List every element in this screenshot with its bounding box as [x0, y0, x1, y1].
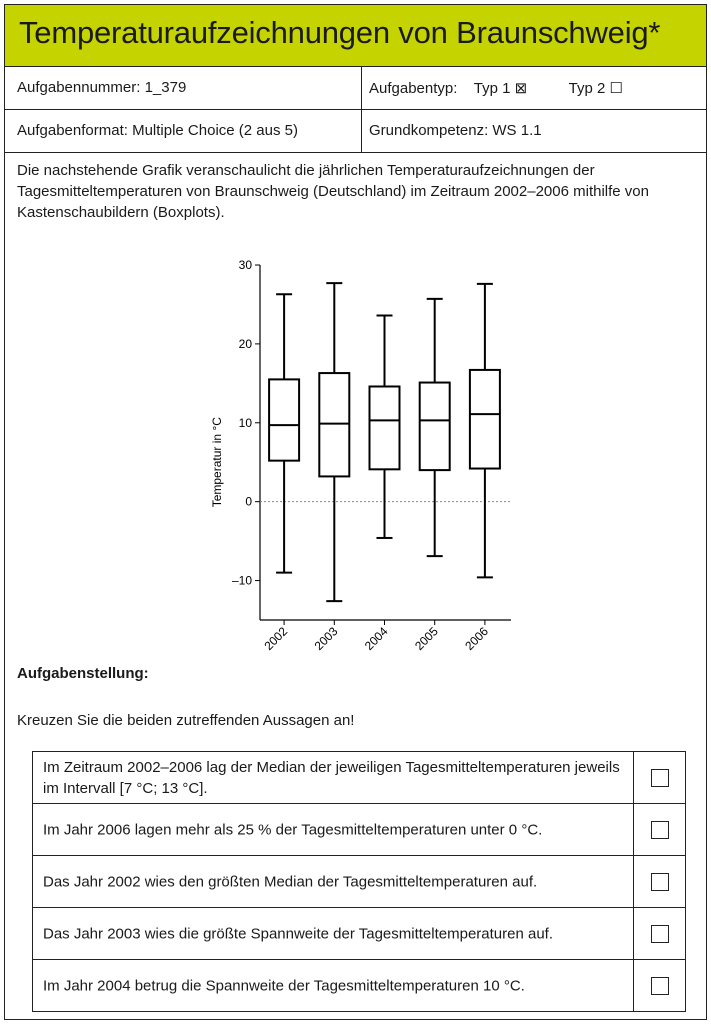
answer-text: Das Jahr 2003 wies die größte Spannweite der Tagesmitteltemperaturen auf.: [43, 925, 554, 942]
y-tick-label: 10: [238, 415, 252, 430]
task-heading: Aufgabenstellung:: [17, 665, 149, 682]
divider: [361, 67, 362, 109]
answer-checkbox-3[interactable]: [651, 873, 669, 891]
boxplot-chart: [195, 255, 535, 665]
answer-text: Das Jahr 2002 wies den größten Median der Tagesmitteltemperaturen auf.: [43, 873, 538, 890]
y-tick-label: –10: [231, 573, 252, 588]
box-2003: [319, 373, 349, 476]
task-sheet: [4, 4, 707, 1020]
answer-option-4: [33, 908, 685, 960]
answer-checkbox-2[interactable]: [651, 821, 669, 839]
page-title: Temperaturaufzeichnungen von Braunschweig*: [19, 15, 661, 50]
divider: [633, 856, 634, 907]
answer-text: Im Jahr 2004 betrug die Spannweite der Tagesmitteltemperaturen 10 °C.: [43, 977, 525, 994]
task-format: Aufgabenformat: Multiple Choice (2 aus 5): [17, 122, 298, 139]
intro-text: Die nachstehende Grafik veranschaulicht die jährlichen Temperaturaufzeichnungen der Tagesmitteltemperaturen von Braunschweig (Deutschland) im Zeitraum 2002–2006 mithilfe von Kastenschaubildern (Boxplots).: [17, 162, 649, 221]
x-tick-label: 2004: [361, 624, 391, 654]
y-tick-label: 30: [238, 258, 252, 272]
answer-checkbox-1[interactable]: [651, 769, 669, 787]
answer-option-2: [33, 804, 685, 856]
answer-option-3: [33, 856, 685, 908]
meta-row-2: [5, 110, 706, 153]
answer-checkbox-5[interactable]: [651, 977, 669, 995]
divider: [633, 960, 634, 1011]
answer-option-5: [33, 960, 685, 1011]
answer-option-1: [33, 752, 685, 804]
x-tick-label: 2003: [311, 624, 341, 654]
divider: [633, 908, 634, 959]
box-2006: [470, 370, 500, 469]
task-number: Aufgabennummer: 1_379: [17, 79, 187, 96]
box-2002: [269, 379, 299, 460]
x-tick-label: 2002: [261, 624, 291, 654]
x-tick-label: 2005: [412, 624, 441, 654]
box-2004: [370, 386, 400, 469]
y-axis-title: Temperatur in °C: [210, 417, 224, 508]
answer-table: [32, 751, 686, 1012]
answer-checkbox-4[interactable]: [651, 925, 669, 943]
answer-text: Im Jahr 2006 lagen mehr als 25 % der Tagesmitteltemperaturen unter 0 °C.: [43, 821, 543, 838]
divider: [361, 110, 362, 152]
x-tick-label: 2006: [462, 624, 492, 654]
competence: Grundkompetenz: WS 1.1: [369, 122, 542, 139]
answer-text: Im Zeitraum 2002–2006 lag der Median der jeweiligen Tagesmitteltemperaturen jeweils im Intervall [7 °C; 13 °C].: [43, 758, 620, 797]
divider: [633, 752, 634, 803]
meta-row-1: [5, 67, 706, 110]
title-bar: [5, 5, 706, 67]
y-tick-label: 20: [238, 336, 252, 351]
box-2005: [420, 383, 450, 471]
task-instruction: Kreuzen Sie die beiden zutreffenden Aussagen an!: [17, 712, 355, 729]
task-type: Aufgabentyp: Typ 1 ⊠ Typ 2 ☐: [369, 80, 623, 97]
divider: [633, 804, 634, 855]
y-tick-label: 0: [245, 494, 252, 509]
